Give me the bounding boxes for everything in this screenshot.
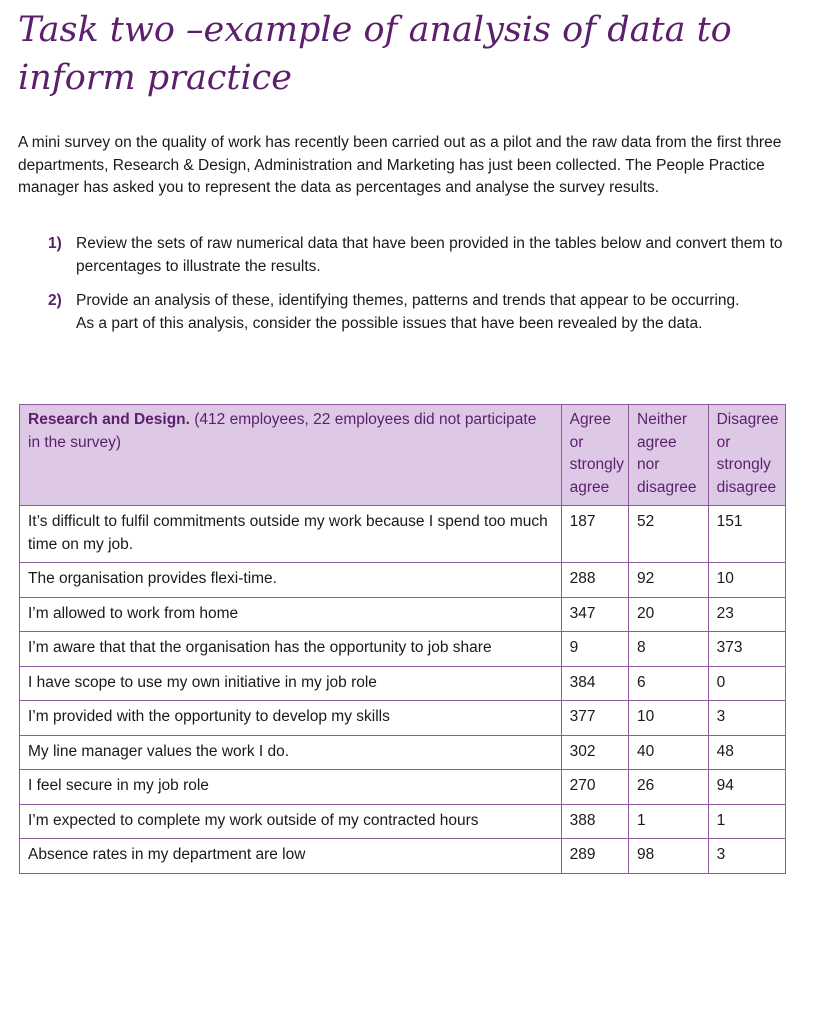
table-row bbox=[20, 770, 786, 805]
agree-count: 289 bbox=[561, 839, 628, 874]
task-text bbox=[76, 233, 808, 278]
survey-table bbox=[19, 404, 786, 874]
page-title: Task two –example of analysis of data to inform practice bbox=[18, 10, 732, 98]
task-number: 2) bbox=[48, 292, 62, 309]
task-line: As a part of this analysis, consider the possible issues that have been revealed by the data. bbox=[76, 314, 703, 332]
table-row bbox=[20, 839, 786, 874]
statement-cell: I’m expected to complete my work outside of my contracted hours bbox=[20, 804, 562, 839]
task-line: Review the sets of raw numerical data that have been provided in the tables below and convert them to percentages to illustrate the results. bbox=[76, 235, 783, 275]
column-header-agree: Agree or strongly agree bbox=[561, 405, 628, 506]
statement-cell: My line manager values the work I do. bbox=[20, 735, 562, 770]
agree-count: 388 bbox=[561, 804, 628, 839]
table-row bbox=[20, 701, 786, 736]
statement-cell: I’m provided with the opportunity to develop my skills bbox=[20, 701, 562, 736]
neither-count: 6 bbox=[629, 666, 709, 701]
neither-count: 26 bbox=[629, 770, 709, 805]
statement-cell: I’m allowed to work from home bbox=[20, 597, 562, 632]
disagree-count: 48 bbox=[708, 735, 785, 770]
survey-table-body bbox=[20, 506, 786, 874]
disagree-count: 23 bbox=[708, 597, 785, 632]
disagree-count: 1 bbox=[708, 804, 785, 839]
neither-count: 52 bbox=[629, 506, 709, 563]
neither-count: 98 bbox=[629, 839, 709, 874]
agree-count: 302 bbox=[561, 735, 628, 770]
column-header-neither: Neither agree nor disagree bbox=[629, 405, 709, 506]
agree-count: 384 bbox=[561, 666, 628, 701]
department-header bbox=[20, 405, 562, 506]
disagree-count: 10 bbox=[708, 563, 785, 598]
statement-cell: I’m aware that that the organisation has the opportunity to job share bbox=[20, 632, 562, 667]
agree-count: 347 bbox=[561, 597, 628, 632]
table-header-row bbox=[20, 405, 786, 506]
task-list bbox=[48, 233, 808, 347]
department-name: Research and Design. bbox=[28, 411, 190, 428]
table-row bbox=[20, 563, 786, 598]
task-item bbox=[48, 290, 808, 335]
statement-cell: I have scope to use my own initiative in my job role bbox=[20, 666, 562, 701]
agree-count: 9 bbox=[561, 632, 628, 667]
neither-count: 1 bbox=[629, 804, 709, 839]
agree-count: 187 bbox=[561, 506, 628, 563]
statement-cell: The organisation provides flexi-time. bbox=[20, 563, 562, 598]
disagree-count: 94 bbox=[708, 770, 785, 805]
agree-count: 377 bbox=[561, 701, 628, 736]
neither-count: 8 bbox=[629, 632, 709, 667]
neither-count: 20 bbox=[629, 597, 709, 632]
department-note: (412 employees, 22 employees did not participate in the survey) bbox=[28, 411, 537, 451]
statement-cell: Absence rates in my department are low bbox=[20, 839, 562, 874]
task-line: Provide an analysis of these, identifying themes, patterns and trends that appear to be occurring. bbox=[76, 292, 740, 309]
table-row bbox=[20, 506, 786, 563]
disagree-count: 0 bbox=[708, 666, 785, 701]
disagree-count: 151 bbox=[708, 506, 785, 563]
disagree-count: 3 bbox=[708, 839, 785, 874]
statement-cell: I feel secure in my job role bbox=[20, 770, 562, 805]
table-row bbox=[20, 804, 786, 839]
task-number: 1) bbox=[48, 235, 62, 252]
agree-count: 288 bbox=[561, 563, 628, 598]
neither-count: 40 bbox=[629, 735, 709, 770]
intro-paragraph: A mini survey on the quality of work has recently been carried out as a pilot and the raw data from the first three departments, Research & Design, Administration and Marketing has just been collected. The People Practice manager has asked you to represent the data as percentages and analyse the survey results. bbox=[18, 134, 782, 196]
neither-count: 10 bbox=[629, 701, 709, 736]
statement-cell: It’s difficult to fulfil commitments outside my work because I spend too much time on my job. bbox=[20, 506, 562, 563]
disagree-count: 373 bbox=[708, 632, 785, 667]
agree-count: 270 bbox=[561, 770, 628, 805]
task-text bbox=[76, 290, 808, 335]
table-row bbox=[20, 666, 786, 701]
table-row bbox=[20, 597, 786, 632]
neither-count: 92 bbox=[629, 563, 709, 598]
task-item bbox=[48, 233, 808, 278]
column-header-disagree: Disagree or strongly disagree bbox=[708, 405, 785, 506]
table-row bbox=[20, 735, 786, 770]
table-row bbox=[20, 632, 786, 667]
disagree-count: 3 bbox=[708, 701, 785, 736]
